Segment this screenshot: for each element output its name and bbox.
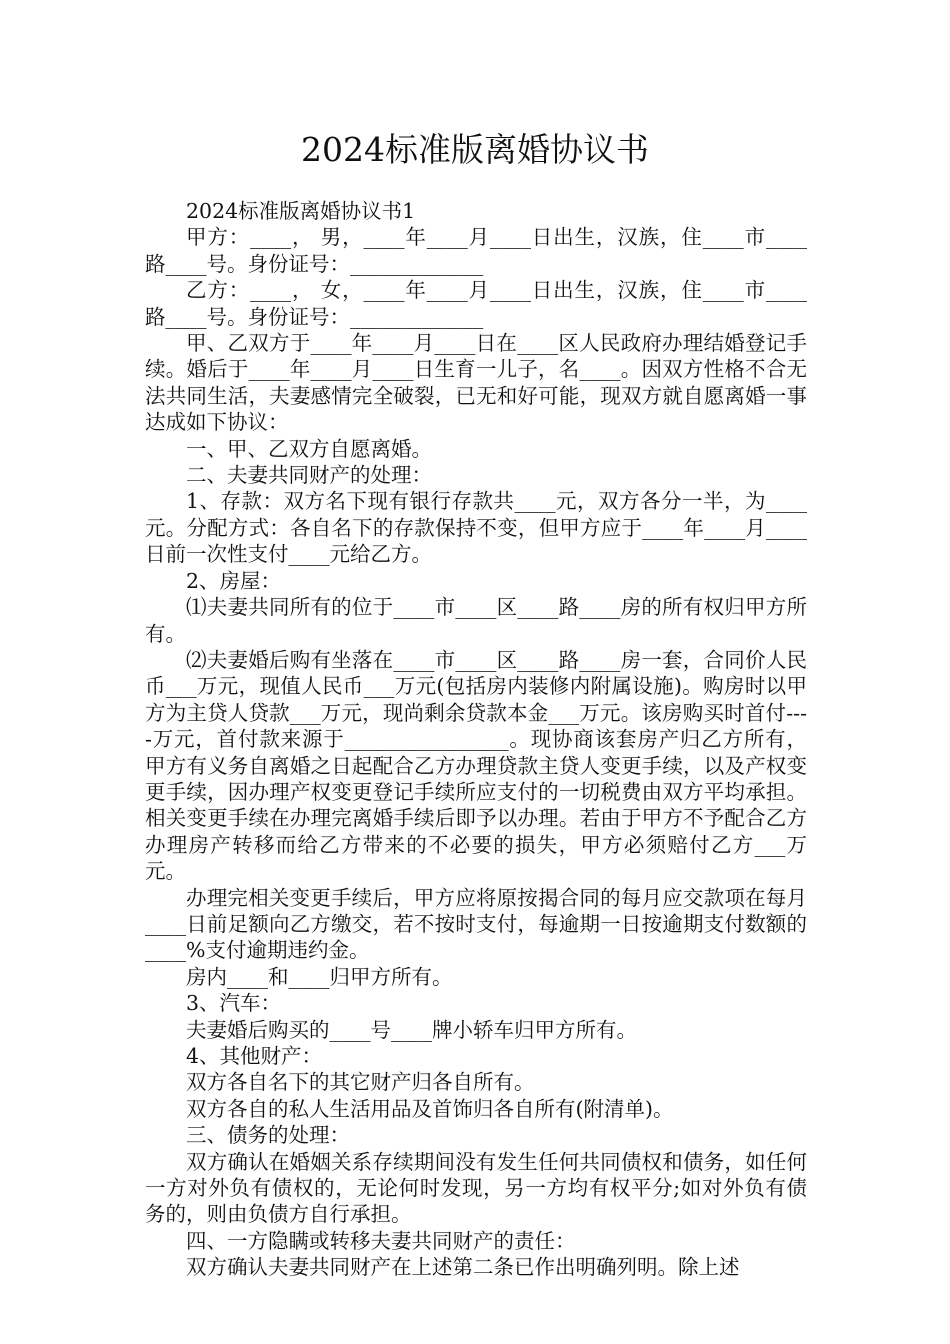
paragraph-party-b: 乙方：____， 女，____年____月____日出生，汉族，住____市____路____号。身份证号：_____________ [145, 278, 807, 329]
paragraph-other-property-2: 双方各自的私人生活用品及首饰归各自所有(附清单)。 [186, 1096, 674, 1121]
paragraph-house-contents: 房内____和____归甲方所有。 [186, 964, 453, 989]
paragraph-car-detail: 夫妻婚后购买的____号____牌小轿车归甲方所有。 [186, 1017, 637, 1042]
paragraph-subtitle: 2024标准版离婚协议书1 [186, 199, 416, 223]
paragraph-section-2: 二、夫妻共同财产的处理： [186, 463, 432, 488]
paragraph-section-3: 三、债务的处理： [186, 1123, 350, 1148]
paragraph-car: 3、汽车： [186, 991, 282, 1016]
paragraph-housing: 2、房屋： [186, 568, 282, 593]
paragraph-other-property: 4、其他财产： [186, 1044, 323, 1068]
paragraph-marriage-info: 甲、乙双方于____年____月____日在____区人民政府办理结婚登记手续。婚后于____年____月____日生育一儿子，名____。因双方性格不合无法共同生活，夫妻感情完全破裂，已无和好可能，现双方就自愿离婚一事达成如下协议： [145, 331, 807, 435]
document-body [145, 198, 807, 1281]
paragraph-housing-1: ⑴夫妻共同所有的位于____市____区____路____房的所有权归甲方所有。 [145, 595, 807, 646]
paragraph-party-a: 甲方：____， 男，____年____月____日出生，汉族，住____市____路____号。身份证号：_____________ [145, 225, 807, 276]
paragraph-section-4-detail: 双方确认夫妻共同财产在上述第二条已作出明确列明。除上述 [186, 1255, 740, 1280]
paragraph-mortgage-payment: 办理完相关变更手续后，甲方应将原按揭合同的每月应交款项在每月____日前足额向乙方缴交，若不按时支付，每逾期一日按逾期支付数额的____%支付逾期违约金。 [145, 885, 807, 963]
paragraph-housing-2: ⑵夫妻婚后购有坐落在____市____区____路____房一套，合同价人民币___万元，现值人民币___万元(包括房内装修内附属设施)。购房时以甲方为主贷人贷款___万元，现尚剩余贷款本金___万元。该房购买时首付----万元，首付款来源于________________。现协商该套房产归乙方所有，甲方有义务自离婚之日起配合乙方办理贷款主贷人变更手续，以及产权变更手续，因办理产权变更登记手续所应支付的一切税费由双方平均承担。相关变更手续在办理完离婚手续后即予以办理。若由于甲方不予配合乙方办理房产转移而给乙方带来的不必要的损失，甲方必须赔付乙方___万元。 [145, 647, 807, 884]
paragraph-deposits: 1、存款：双方名下现有银行存款共____元，双方各分一半，为____元。分配方式：各自名下的存款保持不变，但甲方应于____年____月____日前一次性支付____元给乙方。 [145, 489, 807, 567]
paragraph-section-4: 四、一方隐瞒或转移夫妻共同财产的责任： [186, 1228, 576, 1253]
paragraph-other-property-1: 双方各自名下的其它财产归各自所有。 [186, 1070, 535, 1095]
paragraph-section-1: 一、甲、乙双方自愿离婚。 [186, 436, 432, 461]
paragraph-debts: 双方确认在婚姻关系存续期间没有发生任何共同债权和债务，如任何一方对外负有债权的，无论何时发现，另一方均有权平分;如对外负有债务的，则由负债方自行承担。 [145, 1149, 807, 1227]
document-title: 2024标准版离婚协议书 [301, 130, 649, 169]
